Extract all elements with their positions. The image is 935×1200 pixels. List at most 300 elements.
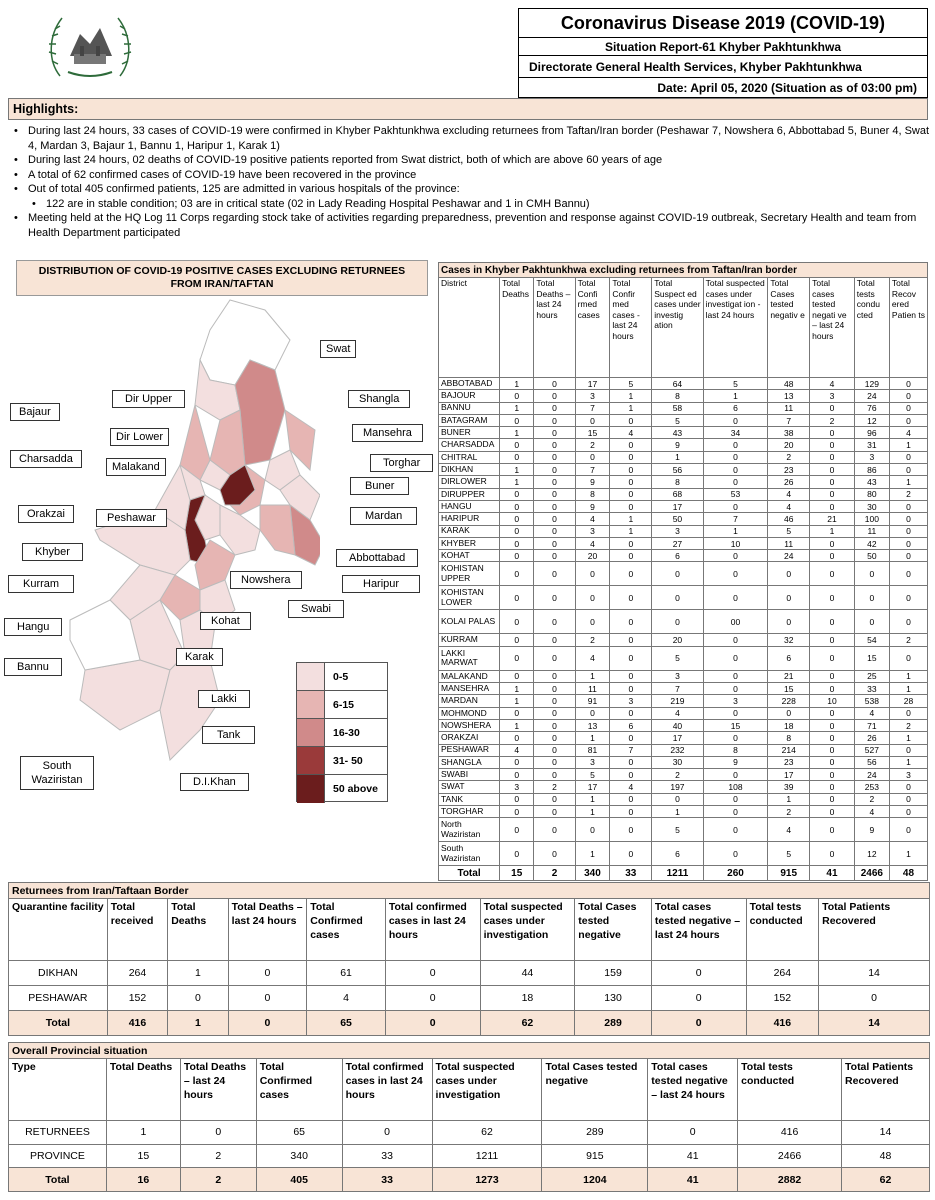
district-name: BAJOUR bbox=[439, 390, 500, 402]
table-row bbox=[439, 646, 928, 670]
total-cell: 1 bbox=[168, 1011, 228, 1036]
table-cell: 0 bbox=[534, 402, 575, 414]
table-cell: 6 bbox=[703, 402, 768, 414]
table-cell: 0 bbox=[810, 550, 855, 562]
table-cell: 8 bbox=[652, 476, 703, 488]
table-cell: 214 bbox=[768, 744, 810, 756]
table-cell: 0 bbox=[534, 707, 575, 719]
table-row bbox=[439, 707, 928, 719]
table-cell: 56 bbox=[854, 756, 889, 768]
table-cell: 0 bbox=[889, 818, 927, 842]
district-name: HARIPUR bbox=[439, 513, 500, 525]
table-cell: 7 bbox=[575, 402, 610, 414]
column-header: Total Suspect ed cases under investig ation bbox=[652, 278, 703, 378]
table-cell: 15 bbox=[575, 427, 610, 439]
table-cell: 1 bbox=[889, 683, 927, 695]
table-cell: 0 bbox=[810, 793, 855, 805]
column-header: Total Deaths – last 24 hours bbox=[180, 1059, 256, 1121]
table-cell: 41 bbox=[648, 1144, 738, 1168]
table-cell: 0 bbox=[854, 586, 889, 610]
table-cell: 0 bbox=[889, 562, 927, 586]
district-name: DIRUPPER bbox=[439, 488, 500, 500]
total-cell: Total bbox=[9, 1011, 108, 1036]
table-cell: 0 bbox=[500, 732, 534, 744]
table-cell: 4 bbox=[810, 378, 855, 390]
map-label-swat: Swat bbox=[320, 340, 356, 358]
district-name: KHYBER bbox=[439, 537, 500, 549]
table-cell: 76 bbox=[854, 402, 889, 414]
table-cell: 915 bbox=[542, 1144, 648, 1168]
table-cell: 0 bbox=[500, 439, 534, 451]
table-cell: 1 bbox=[500, 683, 534, 695]
map-label-karak: Karak bbox=[176, 648, 223, 666]
table-cell: 4 bbox=[307, 986, 386, 1011]
table-cell: 39 bbox=[768, 781, 810, 793]
table-cell: 34 bbox=[703, 427, 768, 439]
map-label-mansehra: Mansehra bbox=[352, 424, 423, 442]
table-cell: 53 bbox=[703, 488, 768, 500]
table-cell: 0 bbox=[889, 793, 927, 805]
table-cell: 33 bbox=[342, 1144, 432, 1168]
table-cell: 65 bbox=[256, 1121, 342, 1145]
table-cell: 0 bbox=[810, 683, 855, 695]
table-cell: 5 bbox=[652, 646, 703, 670]
table-cell: 10 bbox=[810, 695, 855, 707]
table-cell: 0 bbox=[810, 634, 855, 646]
table-cell: 40 bbox=[652, 719, 703, 731]
table-cell: 0 bbox=[385, 986, 480, 1011]
table-cell: 0 bbox=[534, 769, 575, 781]
table-row bbox=[439, 781, 928, 793]
table-cell: 0 bbox=[610, 842, 652, 866]
total-cell: 2466 bbox=[854, 866, 889, 881]
table-cell: 0 bbox=[652, 562, 703, 586]
column-header: Total confirmed cases in last 24 hours bbox=[342, 1059, 432, 1121]
table-cell: 1 bbox=[575, 793, 610, 805]
district-table-title: Cases in Khyber Pakhtunkhwa excluding returnees from Taftan/Iran border bbox=[439, 263, 928, 278]
table-cell: 100 bbox=[854, 513, 889, 525]
legend-item: 6-15 bbox=[297, 691, 387, 719]
table-cell: 71 bbox=[854, 719, 889, 731]
table-cell: 0 bbox=[889, 513, 927, 525]
table-cell: 108 bbox=[703, 781, 768, 793]
table-cell: 0 bbox=[534, 695, 575, 707]
total-cell: 260 bbox=[703, 866, 768, 881]
highlight-item: • During last 24 hours, 33 cases of COVID-19 were confirmed in Khyber Pakhtunkhwa excluding returnees from Taftan/Iran border (Peshawar 7, Nowshera 6, Abbottabad 5, Buner 4, Swat 4, Mardan 3, Bajaur 1, Bannu 1, Haripur 1, Karak 1) bbox=[24, 124, 932, 153]
table-cell: 0 bbox=[810, 451, 855, 463]
map-legend bbox=[296, 662, 388, 802]
table-cell: 44 bbox=[480, 961, 575, 986]
table-cell: 0 bbox=[703, 586, 768, 610]
table-cell: 0 bbox=[610, 756, 652, 768]
table-cell: 11 bbox=[768, 402, 810, 414]
table-cell: 91 bbox=[575, 695, 610, 707]
table-cell: 7 bbox=[652, 683, 703, 695]
table-cell: 4 bbox=[768, 818, 810, 842]
table-cell: 0 bbox=[610, 488, 652, 500]
table-cell: 0 bbox=[180, 1121, 256, 1145]
table-cell: 219 bbox=[652, 695, 703, 707]
table-cell: 8 bbox=[652, 390, 703, 402]
table-cell: 0 bbox=[500, 756, 534, 768]
table-cell: 0 bbox=[534, 451, 575, 463]
table-cell: 0 bbox=[228, 961, 307, 986]
table-cell: DIKHAN bbox=[9, 961, 108, 986]
table-cell: 0 bbox=[703, 562, 768, 586]
total-row bbox=[439, 866, 928, 881]
table-cell: 1 bbox=[500, 378, 534, 390]
table-cell: 0 bbox=[610, 562, 652, 586]
table-cell: 0 bbox=[534, 537, 575, 549]
table-cell: 0 bbox=[854, 562, 889, 586]
table-cell: 4 bbox=[575, 537, 610, 549]
map-label-tank: Tank bbox=[202, 726, 255, 744]
table-row bbox=[439, 513, 928, 525]
table-cell: 1 bbox=[500, 427, 534, 439]
table-cell: 0 bbox=[500, 500, 534, 512]
column-header: Total Cases tested negativ e bbox=[768, 278, 810, 378]
table-cell: RETURNEES bbox=[9, 1121, 107, 1145]
table-cell: 0 bbox=[534, 806, 575, 818]
table-cell: 23 bbox=[768, 756, 810, 768]
table-cell: PESHAWAR bbox=[9, 986, 108, 1011]
table-cell: 28 bbox=[889, 695, 927, 707]
table-cell: 24 bbox=[768, 550, 810, 562]
district-name: NOWSHERA bbox=[439, 719, 500, 731]
district-name: North Waziristan bbox=[439, 818, 500, 842]
table-cell: 1 bbox=[500, 719, 534, 731]
table-cell: 4 bbox=[652, 707, 703, 719]
map-label-swabi: Swabi bbox=[288, 600, 344, 618]
table-cell: 1 bbox=[889, 756, 927, 768]
table-cell: 0 bbox=[810, 488, 855, 500]
highlight-item: • Out of total 405 confirmed patients, 125 are admitted in various hospitals of the province: bbox=[24, 182, 932, 197]
report-title: Coronavirus Disease 2019 (COVID-19) bbox=[518, 8, 928, 38]
table-cell: 0 bbox=[703, 634, 768, 646]
table-cell: 0 bbox=[768, 610, 810, 634]
table-cell: 86 bbox=[854, 464, 889, 476]
column-header: Total tests condu cted bbox=[854, 278, 889, 378]
table-cell: 61 bbox=[307, 961, 386, 986]
table-cell: 1 bbox=[610, 513, 652, 525]
table-cell: 0 bbox=[534, 683, 575, 695]
table-cell: 130 bbox=[575, 986, 652, 1011]
table-cell: 18 bbox=[768, 719, 810, 731]
table-cell: 0 bbox=[610, 464, 652, 476]
table-cell: 0 bbox=[703, 646, 768, 670]
table-cell: 253 bbox=[854, 781, 889, 793]
table-cell: 42 bbox=[854, 537, 889, 549]
table-cell: 1 bbox=[889, 670, 927, 682]
table-cell: 0 bbox=[703, 451, 768, 463]
table-cell: 2 bbox=[889, 488, 927, 500]
table-row bbox=[439, 842, 928, 866]
table-cell: 0 bbox=[889, 550, 927, 562]
district-name: TORGHAR bbox=[439, 806, 500, 818]
table-cell: 3 bbox=[575, 390, 610, 402]
map-label-lakki: Lakki bbox=[198, 690, 250, 708]
table-cell: 264 bbox=[107, 961, 167, 986]
table-cell: 68 bbox=[652, 488, 703, 500]
map-label-bajaur: Bajaur bbox=[10, 403, 60, 421]
table-cell: 0 bbox=[500, 414, 534, 426]
column-header: Total cases tested negative – last 24 hours bbox=[651, 899, 746, 961]
table-cell: 50 bbox=[652, 513, 703, 525]
table-cell: 0 bbox=[703, 793, 768, 805]
table-cell: 2 bbox=[768, 451, 810, 463]
table-cell: 0 bbox=[500, 818, 534, 842]
overall-table-title: Overall Provincial situation bbox=[9, 1043, 930, 1059]
table-cell: 0 bbox=[651, 961, 746, 986]
total-cell: 2 bbox=[534, 866, 575, 881]
highlights-list bbox=[14, 124, 932, 240]
table-cell: 4 bbox=[768, 500, 810, 512]
total-cell: 416 bbox=[107, 1011, 167, 1036]
table-cell: 0 bbox=[810, 439, 855, 451]
total-cell: 65 bbox=[307, 1011, 386, 1036]
highlight-item: • Meeting held at the HQ Log 11 Corps regarding stock take of activities regarding preparedness, prevention and response against COVID-19 outbreak, Secretary Health and team from Health Department participated bbox=[24, 211, 932, 240]
district-name: MOHMOND bbox=[439, 707, 500, 719]
table-cell: 0 bbox=[651, 986, 746, 1011]
table-cell: 2 bbox=[889, 634, 927, 646]
table-row bbox=[9, 961, 930, 986]
table-cell: 0 bbox=[500, 634, 534, 646]
table-cell: 80 bbox=[854, 488, 889, 500]
table-cell: 17 bbox=[575, 781, 610, 793]
table-cell: 0 bbox=[575, 451, 610, 463]
table-cell: 26 bbox=[768, 476, 810, 488]
map-title: DISTRIBUTION OF COVID-19 POSITIVE CASES EXCLUDING RETURNEES FROM IRAN/TAFTAN bbox=[16, 260, 428, 296]
table-cell: 62 bbox=[432, 1121, 542, 1145]
table-cell: 0 bbox=[575, 610, 610, 634]
table-cell: 2 bbox=[534, 781, 575, 793]
table-cell: 0 bbox=[610, 806, 652, 818]
table-cell: 0 bbox=[342, 1121, 432, 1145]
table-row bbox=[9, 1144, 930, 1168]
table-cell: 33 bbox=[854, 683, 889, 695]
table-cell: 3 bbox=[652, 525, 703, 537]
table-cell: 0 bbox=[703, 769, 768, 781]
table-cell: 3 bbox=[500, 781, 534, 793]
table-cell: 0 bbox=[889, 464, 927, 476]
table-cell: 1 bbox=[575, 732, 610, 744]
table-row bbox=[439, 670, 928, 682]
total-cell: 2 bbox=[180, 1168, 256, 1192]
table-cell: 1 bbox=[500, 402, 534, 414]
table-cell: 1 bbox=[889, 732, 927, 744]
total-cell: 915 bbox=[768, 866, 810, 881]
column-header: Total Confirmed cases bbox=[256, 1059, 342, 1121]
table-cell: 50 bbox=[854, 550, 889, 562]
table-cell: 129 bbox=[854, 378, 889, 390]
table-cell: 0 bbox=[703, 683, 768, 695]
column-header: Total Confi rmed cases bbox=[575, 278, 610, 378]
table-cell: 30 bbox=[652, 756, 703, 768]
total-cell: 41 bbox=[810, 866, 855, 881]
total-cell: 0 bbox=[651, 1011, 746, 1036]
map-label-nowshera: Nowshera bbox=[230, 571, 302, 589]
table-cell: 25 bbox=[854, 670, 889, 682]
table-row bbox=[439, 476, 928, 488]
table-cell: 24 bbox=[854, 390, 889, 402]
table-cell: 9 bbox=[652, 439, 703, 451]
column-header: Total Cases tested negative bbox=[575, 899, 652, 961]
district-name: ABBOTABAD bbox=[439, 378, 500, 390]
table-row bbox=[439, 525, 928, 537]
table-cell: 11 bbox=[854, 525, 889, 537]
table-cell: 0 bbox=[610, 707, 652, 719]
table-cell: 152 bbox=[107, 986, 167, 1011]
table-cell: 1 bbox=[610, 390, 652, 402]
table-cell: 0 bbox=[534, 732, 575, 744]
table-cell: 1 bbox=[575, 670, 610, 682]
table-cell: 0 bbox=[610, 670, 652, 682]
returnees-table-title: Returnees from Iran/Taftaan Border bbox=[9, 883, 930, 899]
table-cell: 13 bbox=[575, 719, 610, 731]
table-cell: 0 bbox=[534, 744, 575, 756]
table-cell: 0 bbox=[703, 707, 768, 719]
total-row bbox=[9, 1168, 930, 1192]
table-cell: 4 bbox=[889, 427, 927, 439]
table-cell: 0 bbox=[575, 586, 610, 610]
column-header: Total Deaths bbox=[168, 899, 228, 961]
table-cell: 0 bbox=[610, 646, 652, 670]
table-cell: 21 bbox=[810, 513, 855, 525]
table-cell: 11 bbox=[768, 537, 810, 549]
table-cell: 0 bbox=[385, 961, 480, 986]
table-cell: 31 bbox=[854, 439, 889, 451]
table-cell: 15 bbox=[768, 683, 810, 695]
total-cell: 41 bbox=[648, 1168, 738, 1192]
column-header: Total Deaths – last 24 hours bbox=[228, 899, 307, 961]
table-cell: 0 bbox=[810, 646, 855, 670]
table-cell: PROVINCE bbox=[9, 1144, 107, 1168]
total-cell: 62 bbox=[842, 1168, 930, 1192]
table-cell: 4 bbox=[768, 488, 810, 500]
legend-swatch bbox=[297, 691, 325, 718]
table-cell: 2 bbox=[180, 1144, 256, 1168]
table-cell: 2 bbox=[768, 806, 810, 818]
table-cell: 1 bbox=[889, 476, 927, 488]
column-header: Total suspected cases under investigation bbox=[480, 899, 575, 961]
table-cell: 20 bbox=[652, 634, 703, 646]
table-cell: 0 bbox=[810, 707, 855, 719]
table-cell: 17 bbox=[652, 500, 703, 512]
table-cell: 0 bbox=[534, 439, 575, 451]
kp-government-logo bbox=[40, 6, 140, 86]
table-cell: 26 bbox=[854, 732, 889, 744]
table-cell: 0 bbox=[889, 744, 927, 756]
table-cell: 0 bbox=[810, 670, 855, 682]
table-cell: 0 bbox=[889, 451, 927, 463]
highlight-item: • During last 24 hours, 02 deaths of COVID-19 positive patients reported from Swat district, both of which are above 60 years of age bbox=[24, 153, 932, 168]
map-label-mardan: Mardan bbox=[350, 507, 417, 525]
table-cell: 0 bbox=[889, 610, 927, 634]
table-cell: 0 bbox=[648, 1121, 738, 1145]
table-cell: 5 bbox=[575, 769, 610, 781]
map-label-bannu: Bannu bbox=[4, 658, 62, 676]
table-cell: 0 bbox=[168, 986, 228, 1011]
table-cell: 81 bbox=[575, 744, 610, 756]
table-row bbox=[439, 537, 928, 549]
table-cell: 0 bbox=[703, 670, 768, 682]
table-cell: 1 bbox=[500, 695, 534, 707]
table-row bbox=[439, 451, 928, 463]
total-cell: 416 bbox=[746, 1011, 819, 1036]
table-cell: 11 bbox=[575, 683, 610, 695]
table-cell: 0 bbox=[534, 525, 575, 537]
legend-item: 0-5 bbox=[297, 663, 387, 691]
table-cell: 0 bbox=[810, 476, 855, 488]
table-cell: 00 bbox=[703, 610, 768, 634]
table-cell: 0 bbox=[703, 464, 768, 476]
legend-item: 31- 50 bbox=[297, 747, 387, 775]
total-cell: 33 bbox=[342, 1168, 432, 1192]
table-cell: 2466 bbox=[738, 1144, 842, 1168]
table-cell: 3 bbox=[703, 695, 768, 707]
district-name: KOHAT bbox=[439, 550, 500, 562]
table-cell: 0 bbox=[703, 806, 768, 818]
table-cell: 1 bbox=[610, 402, 652, 414]
district-name: KOLAI PALAS bbox=[439, 610, 500, 634]
table-cell: 1 bbox=[500, 476, 534, 488]
table-cell: 6 bbox=[768, 646, 810, 670]
table-cell: 0 bbox=[810, 537, 855, 549]
table-cell: 20 bbox=[768, 439, 810, 451]
table-cell: 0 bbox=[810, 586, 855, 610]
table-cell: 17 bbox=[652, 732, 703, 744]
table-cell: 1 bbox=[610, 525, 652, 537]
table-cell: 197 bbox=[652, 781, 703, 793]
table-cell: 0 bbox=[889, 806, 927, 818]
table-cell: 6 bbox=[652, 550, 703, 562]
table-cell: 4 bbox=[500, 744, 534, 756]
district-name: ORAKZAI bbox=[439, 732, 500, 744]
column-header: Total cases tested negative – last 24 hours bbox=[648, 1059, 738, 1121]
table-row bbox=[439, 793, 928, 805]
table-cell: 0 bbox=[534, 818, 575, 842]
table-cell: 264 bbox=[746, 961, 819, 986]
table-cell: 0 bbox=[810, 562, 855, 586]
table-cell: 0 bbox=[889, 378, 927, 390]
district-cases-table bbox=[438, 262, 928, 881]
district-name: BUNER bbox=[439, 427, 500, 439]
column-header: Total received bbox=[107, 899, 167, 961]
table-cell: 1 bbox=[810, 525, 855, 537]
table-row bbox=[439, 488, 928, 500]
district-name: MALAKAND bbox=[439, 670, 500, 682]
map-label-south-waziristan: South Waziristan bbox=[20, 756, 94, 790]
total-cell: 340 bbox=[575, 866, 610, 881]
legend-item: 50 above bbox=[297, 775, 387, 803]
highlight-item: • A total of 62 confirmed cases of COVID-19 have been recovered in the province bbox=[24, 168, 932, 183]
column-header: Quarantine facility bbox=[9, 899, 108, 961]
column-header: Total Deaths bbox=[106, 1059, 180, 1121]
table-cell: 0 bbox=[500, 842, 534, 866]
table-cell: 0 bbox=[534, 756, 575, 768]
table-cell: 4 bbox=[610, 781, 652, 793]
table-cell: 0 bbox=[768, 586, 810, 610]
table-cell: 0 bbox=[534, 476, 575, 488]
table-cell: 4 bbox=[610, 427, 652, 439]
table-cell: 0 bbox=[610, 732, 652, 744]
column-header: Total Patients Recovered bbox=[842, 1059, 930, 1121]
table-row bbox=[439, 683, 928, 695]
table-cell: 4 bbox=[575, 646, 610, 670]
table-cell: 0 bbox=[500, 513, 534, 525]
table-cell: 0 bbox=[810, 769, 855, 781]
table-cell: 340 bbox=[256, 1144, 342, 1168]
